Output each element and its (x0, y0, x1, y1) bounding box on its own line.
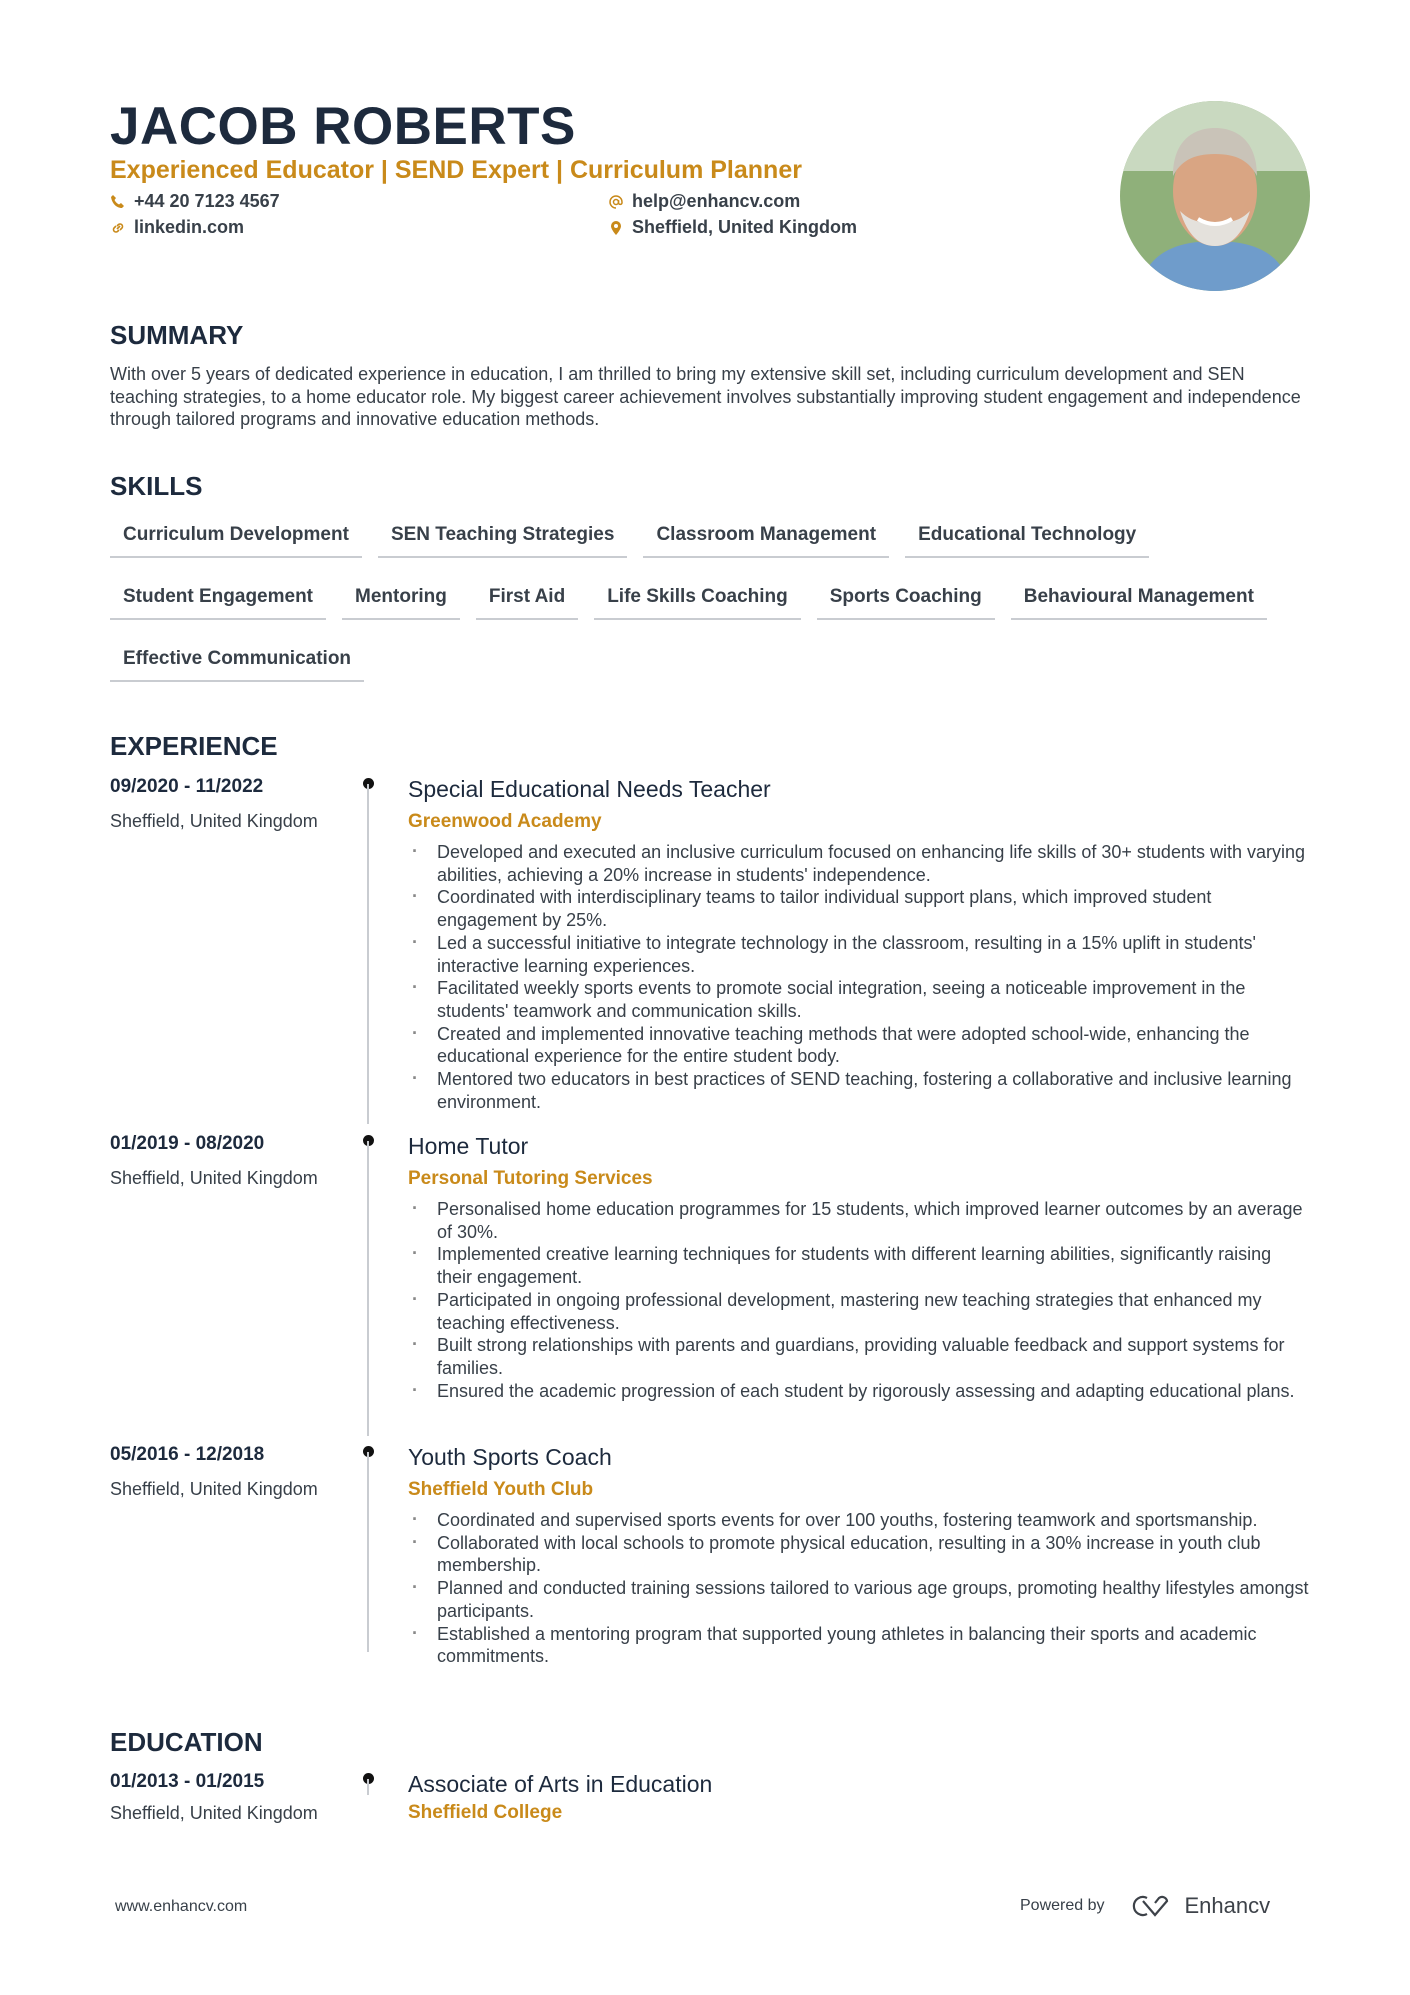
contact-email[interactable]: help@enhancv.com (608, 191, 800, 212)
experience-bullet: · Implemented creative learning techniques for students with different learning abilities, significantly raising their engagement. (408, 1243, 1310, 1288)
summary-heading: SUMMARY (110, 320, 244, 350)
experience-location: Sheffield, United Kingdom (110, 1168, 318, 1188)
experience-date: 05/2016 - 12/2018 (110, 1444, 265, 1465)
skill-tag: Sports Coaching (817, 578, 995, 620)
experience-bullet: · Coordinated with interdisciplinary teams to tailor individual support plans, which improved student engagement by 25%. (408, 886, 1310, 931)
footer-website[interactable]: www.enhancv.com (115, 1898, 248, 1915)
location-pin-icon (608, 220, 624, 236)
at-icon (608, 194, 624, 210)
skill-tag: Educational Technology (905, 516, 1149, 558)
experience-bullet: · Coordinated and supervised sports events for over 100 youths, fostering teamwork and sportsmanship. (408, 1509, 1310, 1532)
skill-tag: Classroom Management (643, 516, 889, 558)
experience-bullet: · Led a successful initiative to integrate technology in the classroom, resulting in a 15% uplift in students' interactive learning experiences. (408, 932, 1310, 977)
enhancv-logo-icon (1129, 1893, 1175, 1919)
skill-tag: Curriculum Development (110, 516, 362, 558)
contact-linkedin[interactable]: linkedin.com (110, 217, 244, 238)
timeline-line (367, 784, 369, 1124)
candidate-name: JACOB ROBERTS (110, 97, 576, 156)
phone-icon (110, 194, 126, 210)
skill-tag: Effective Communication (110, 640, 364, 682)
company-name: Sheffield Youth Club (408, 1479, 594, 1500)
job-title: Youth Sports Coach (408, 1444, 612, 1470)
timeline-line (367, 1452, 369, 1652)
experience-heading: EXPERIENCE (110, 731, 278, 761)
skill-tag: First Aid (476, 578, 578, 620)
experience-bullet: · Facilitated weekly sports events to promote social integration, seeing a noticeable improvement in the students' teamwork and communication skills. (408, 977, 1310, 1022)
link-icon (110, 220, 126, 236)
experience-bullets (408, 841, 1310, 1113)
experience-location: Sheffield, United Kingdom (110, 811, 318, 831)
powered-by-label: Powered by (1020, 1897, 1105, 1914)
skills-heading: SKILLS (110, 471, 203, 501)
skills-list (110, 516, 1310, 682)
job-title: Home Tutor (408, 1133, 529, 1159)
contact-location: Sheffield, United Kingdom (608, 217, 857, 238)
experience-bullets (408, 1509, 1310, 1668)
degree-title: Associate of Arts in Education (408, 1771, 713, 1797)
education-heading: EDUCATION (110, 1727, 263, 1757)
experience-bullet: · Created and implemented innovative teaching methods that were adopted school-wide, enhancing the educational experience for the entire student body. (408, 1023, 1310, 1068)
skill-tag: Behavioural Management (1011, 578, 1267, 620)
company-name: Greenwood Academy (408, 811, 602, 832)
timeline-line (367, 1141, 369, 1436)
experience-bullet: · Established a mentoring program that supported young athletes in balancing their sports and academic commitments. (408, 1623, 1310, 1668)
experience-bullet: · Planned and conducted training sessions tailored to various age groups, promoting healthy lifestyles amongst participants. (408, 1577, 1310, 1622)
timeline-line (367, 1779, 369, 1795)
enhancv-logo: Enhancv (1129, 1893, 1271, 1919)
experience-bullets (408, 1198, 1310, 1402)
education-date: 01/2013 - 01/2015 (110, 1771, 265, 1792)
experience-bullet: · Ensured the academic progression of each student by rigorously assessing and adapting educational plans. (408, 1380, 1310, 1403)
contact-phone: +44 20 7123 4567 (110, 191, 280, 212)
experience-bullet: · Built strong relationships with parents and guardians, providing valuable feedback and support systems for families. (408, 1334, 1310, 1379)
skill-tag: Life Skills Coaching (594, 578, 801, 620)
skill-tag: Student Engagement (110, 578, 326, 620)
experience-bullet: · Mentored two educators in best practices of SEND teaching, fostering a collaborative and inclusive learning environment. (408, 1068, 1310, 1113)
candidate-subtitle: Experienced Educator | SEND Expert | Curriculum Planner (110, 156, 802, 184)
job-title: Special Educational Needs Teacher (408, 776, 771, 802)
education-location: Sheffield, United Kingdom (110, 1803, 318, 1823)
skill-tag: Mentoring (342, 578, 460, 620)
experience-bullet: · Participated in ongoing professional development, mastering new teaching strategies that enhanced my teaching effectiveness. (408, 1289, 1310, 1334)
experience-location: Sheffield, United Kingdom (110, 1479, 318, 1499)
experience-bullet: · Developed and executed an inclusive curriculum focused on enhancing life skills of 30+ students with varying abilities, achieving a 20% increase in students' independence. (408, 841, 1310, 886)
summary-text: With over 5 years of dedicated experience in education, I am thrilled to bring my extensive skill set, including curriculum development and SEN teaching strategies, to a home educator role. My biggest career achievement involves substantially improving student engagement and independence through tailored programs and innovative education methods. (110, 364, 1301, 430)
experience-bullet: · Personalised home education programmes for 15 students, which improved learner outcomes by an average of 30%. (408, 1198, 1310, 1243)
profile-photo (1120, 101, 1310, 291)
school-name: Sheffield College (408, 1802, 563, 1823)
experience-date: 01/2019 - 08/2020 (110, 1133, 265, 1154)
experience-bullet: · Collaborated with local schools to promote physical education, resulting in a 30% increase in youth club membership. (408, 1532, 1310, 1577)
experience-date: 09/2020 - 11/2022 (110, 776, 264, 797)
skill-tag: SEN Teaching Strategies (378, 516, 628, 558)
footer-branding (1020, 1893, 1270, 1919)
company-name: Personal Tutoring Services (408, 1168, 653, 1189)
